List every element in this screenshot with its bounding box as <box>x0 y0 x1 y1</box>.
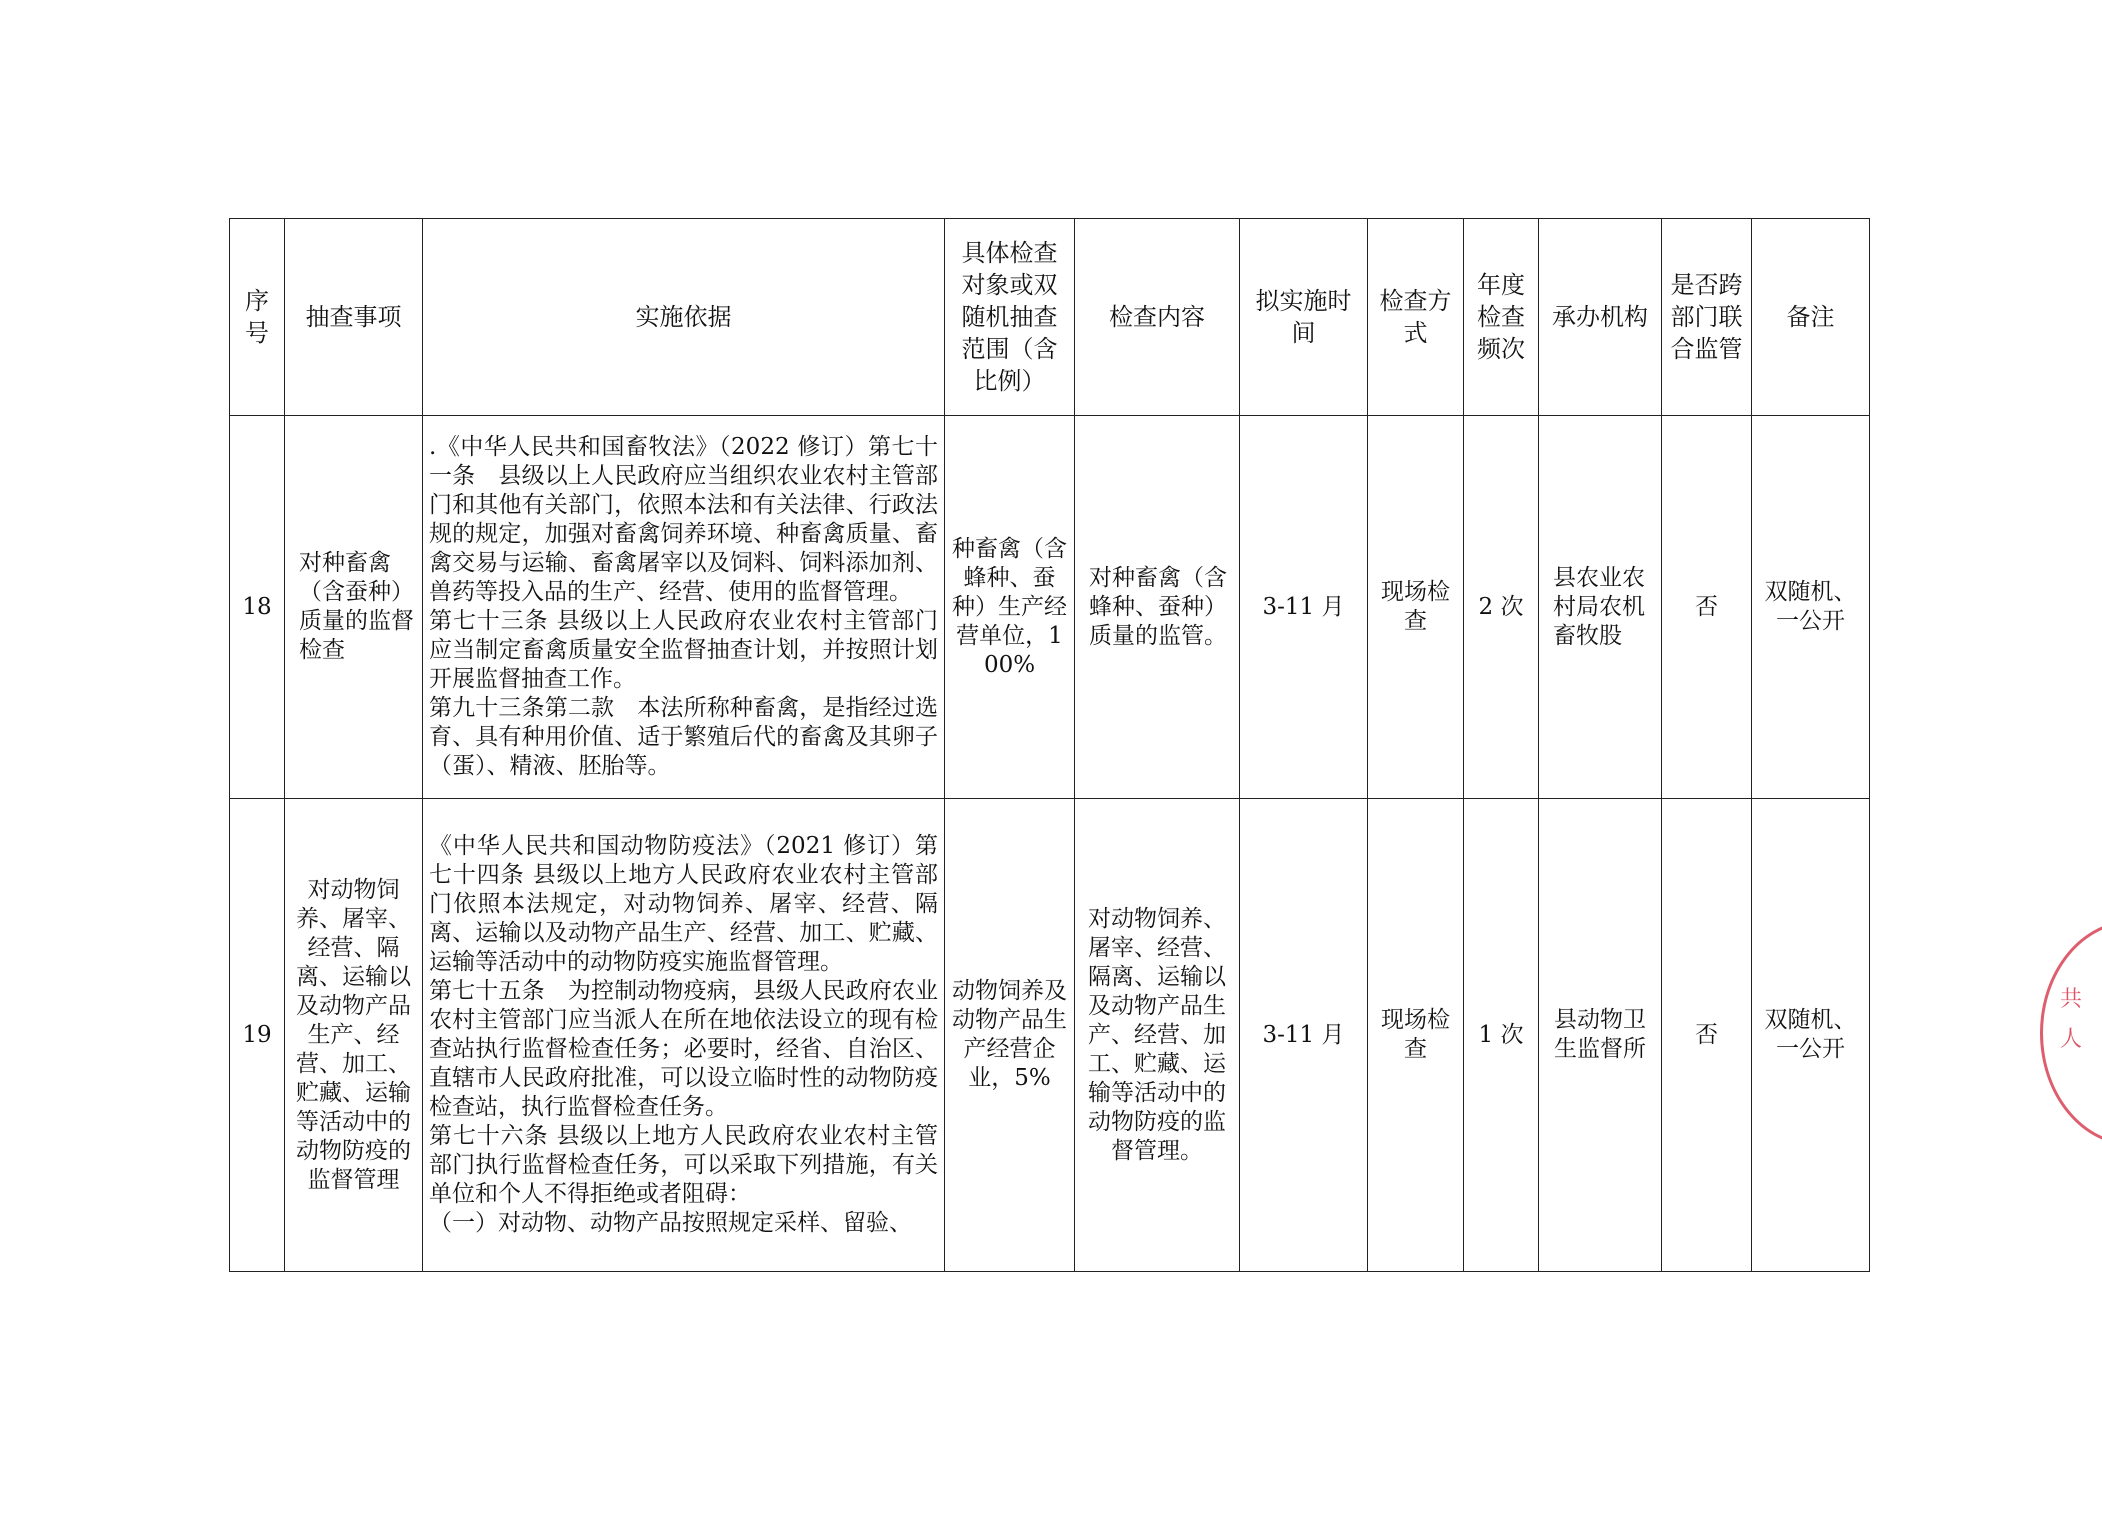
seal-text: 共 人 <box>2060 987 2083 1052</box>
header-remark: 备注 <box>1752 219 1870 416</box>
basis-paragraph: 第七十三条 县级以上人民政府农业农村主管部门应当制定畜禽质量安全监督抽查计划，并按照计划开展监督抽查工作。 <box>429 608 938 692</box>
header-row <box>230 219 1870 416</box>
header-time: 拟实施时间 <box>1240 219 1368 416</box>
row-freq: 1 次 <box>1464 799 1539 1272</box>
header-item: 抽查事项 <box>285 219 423 416</box>
row-time: 3-11 月 <box>1240 416 1368 799</box>
header-basis: 实施依据 <box>423 219 945 416</box>
basis-paragraph: 第七十五条 为控制动物疫病，县级人民政府农业农村主管部门应当派人在所在地依法设立的现有检查站执行监督检查任务；必要时，经省、自治区、直辖市人民政府批准，可以设立临时性的动物防疫检查站，执行监督检查任务。 <box>429 978 938 1120</box>
row-content: 对动物饲养、屠宰、经营、隔离、运输以及动物产品生产、经营、加工、贮藏、运输等活动中的动物防疫的监督管理。 <box>1075 799 1240 1272</box>
row-method: 现场检查 <box>1368 799 1464 1272</box>
row-scope: 种畜禽（含蜂种、蚕种）生产经营单位，100% <box>945 416 1075 799</box>
row-cross: 否 <box>1662 416 1752 799</box>
header-scope: 具体检查对象或双随机抽查范围（含比例） <box>945 219 1075 416</box>
table-row <box>230 799 1870 1272</box>
basis-paragraph: 第七十六条 县级以上地方人民政府农业农村主管部门执行监督检查任务，可以采取下列措施，有关单位和个人不得拒绝或者阻碍： <box>429 1123 938 1207</box>
row-time: 3-11 月 <box>1240 799 1368 1272</box>
header-freq: 年度检查频次 <box>1464 219 1539 416</box>
row-content: 对种畜禽（含蜂种、蚕种）质量的监管。 <box>1075 416 1240 799</box>
basis-paragraph: （一）对动物、动物产品按照规定采样、留验、 <box>429 1210 912 1236</box>
header-method: 检查方式 <box>1368 219 1464 416</box>
basis-paragraph: 第九十三条第二款 本法所称种畜禽，是指经过选育、具有种用价值、适于繁殖后代的畜禽及其卵子（蛋）、精液、胚胎等。 <box>429 695 938 779</box>
header-cross: 是否跨部门联合监管 <box>1662 219 1752 416</box>
row-method: 现场检查 <box>1368 416 1464 799</box>
row-remark: 双随机、一公开 <box>1752 416 1870 799</box>
header-org: 承办机构 <box>1539 219 1662 416</box>
row-remark: 双随机、一公开 <box>1752 799 1870 1272</box>
header-content: 检查内容 <box>1075 219 1240 416</box>
row-item: 对种畜禽（含蚕种）质量的监督检查 <box>285 416 423 799</box>
inspection-table <box>229 218 1870 1272</box>
row-cross: 否 <box>1662 799 1752 1272</box>
row-basis <box>423 799 945 1272</box>
row-seq: 18 <box>230 416 285 799</box>
row-org: 县农业农村局农机畜牧股 <box>1539 416 1662 799</box>
header-seq: 序号 <box>230 219 285 416</box>
row-seq: 19 <box>230 799 285 1272</box>
row-org: 县动物卫生监督所 <box>1539 799 1662 1272</box>
row-scope: 动物饲养及动物产品生产经营企业，5% <box>945 799 1075 1272</box>
row-item: 对动物饲养、屠宰、经营、隔离、运输以及动物产品生产、经营、加工、贮藏、运输等活动中的动物防疫的监督管理 <box>285 799 423 1272</box>
basis-paragraph: .《中华人民共和国畜牧法》（2022 修订）第七十一条 县级以上人民政府应当组织农业农村主管部门和其他有关部门，依照本法和有关法律、行政法规的规定，加强对畜禽饲养环境、种畜禽质量、畜禽交易与运输、畜禽屠宰以及饲料、饲料添加剂、兽药等投入品的生产、经营、使用的监督管理。 <box>429 434 938 605</box>
table-row <box>230 416 1870 799</box>
row-basis <box>423 416 945 799</box>
row-freq: 2 次 <box>1464 416 1539 799</box>
basis-paragraph: 《中华人民共和国动物防疫法》（2021 修订）第七十四条 县级以上地方人民政府农业农村主管部门依照本法规定，对动物饲养、屠宰、经营、隔离、运输以及动物产品生产、经营、加工、贮藏、运输等活动中的动物防疫实施监督管理。 <box>429 833 938 975</box>
